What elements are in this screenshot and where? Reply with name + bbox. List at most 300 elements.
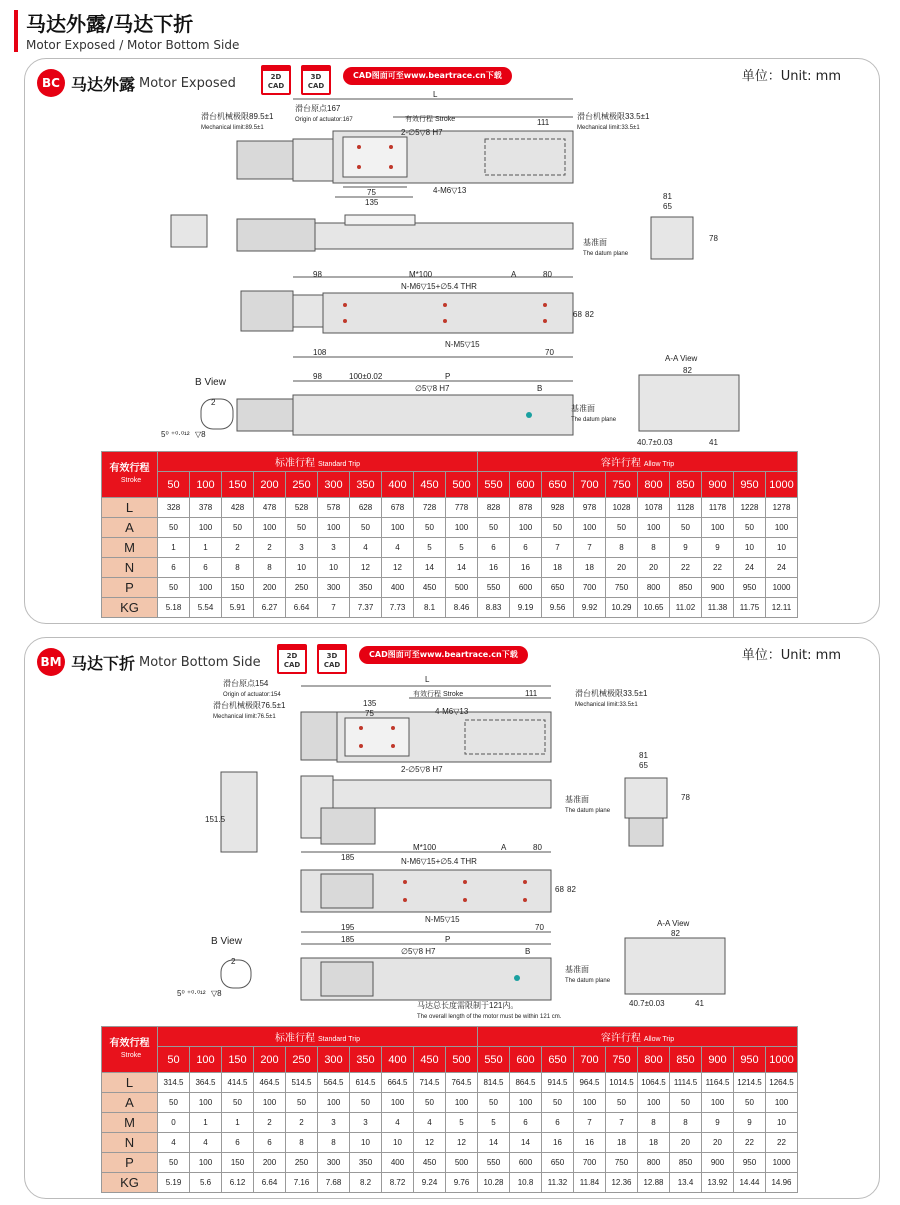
section-motor-exposed — [24, 58, 880, 624]
stroke-header-cell: 350 — [350, 472, 382, 498]
dim-82b: 82 — [683, 366, 692, 375]
table-row — [102, 1093, 798, 1113]
table-cell: 10.65 — [638, 598, 670, 618]
table-cell: 9 — [670, 538, 702, 558]
table-cell: 200 — [254, 578, 286, 598]
table-body — [102, 1073, 798, 1193]
table-cell: 1178 — [702, 498, 734, 518]
stroke-label: 有效行程 Stroke — [413, 691, 464, 698]
table-cell: 200 — [254, 1153, 286, 1173]
table-cell: 6.27 — [254, 598, 286, 618]
dim-80: 80 — [543, 270, 552, 279]
table-cell: 7.16 — [286, 1173, 318, 1193]
table-cell: 100 — [382, 1093, 414, 1113]
motor-bottom — [321, 874, 373, 908]
table-cell: 50 — [350, 1093, 382, 1113]
table-cell: 50 — [478, 1093, 510, 1113]
stroke-header-cell: 850 — [670, 1047, 702, 1073]
table-cell: 750 — [606, 1153, 638, 1173]
section-aa — [625, 938, 725, 994]
dim-185: 185 — [341, 853, 355, 862]
allow-cn: 容许行程 — [600, 1033, 641, 1044]
spec-table-motor-exposed — [101, 451, 798, 618]
stroke-header-cell: 850 — [670, 472, 702, 498]
table-cell: 8.2 — [350, 1173, 382, 1193]
table-cell: 8.1 — [414, 598, 446, 618]
table-cell: 50 — [158, 518, 190, 538]
table-cell: 16 — [542, 1133, 574, 1153]
table-cell: 364.5 — [190, 1073, 222, 1093]
stroke-header-cell: 800 — [638, 472, 670, 498]
hole-mark — [463, 898, 467, 902]
table-cell: 100 — [574, 1093, 606, 1113]
dim-82: 82 — [567, 885, 576, 894]
thr-label: N-M6▽15+∅5.4 THR — [401, 282, 477, 291]
table-cell: 22 — [766, 1133, 798, 1153]
table-cell: 10.8 — [510, 1173, 542, 1193]
table-cell: 500 — [446, 1153, 478, 1173]
std-en: Standard Trip — [317, 1036, 361, 1043]
spec-table-motor-bottom-side — [101, 1026, 798, 1193]
table-cell: 2 — [222, 538, 254, 558]
stroke-header-cell: 500 — [446, 472, 478, 498]
b-marker — [514, 975, 520, 981]
table-cell: 628 — [350, 498, 382, 518]
coupling-bottom — [293, 295, 323, 327]
table-row — [102, 1133, 798, 1153]
table-cell: 914.5 — [542, 1073, 574, 1093]
dim-111: 111 — [525, 689, 538, 698]
allow-cn: 容许行程 — [600, 458, 641, 469]
dim-82: 82 — [585, 310, 594, 319]
slot-detail — [221, 960, 251, 988]
table-cell: 22 — [734, 1133, 766, 1153]
datum-cn: 基准面 — [583, 238, 607, 247]
table-cell: 9.92 — [574, 598, 606, 618]
table-cell: 8 — [286, 1133, 318, 1153]
table-cell: 100 — [318, 518, 350, 538]
origin-en: Origin of actuator:167 — [295, 117, 353, 123]
dim-407: 40.7±0.03 — [629, 999, 665, 1008]
table-cell: 314.5 — [158, 1073, 190, 1093]
stroke-header-cell: 250 — [286, 1047, 318, 1073]
table-cell: 24 — [766, 558, 798, 578]
table-row — [102, 518, 798, 538]
table-cell: 1164.5 — [702, 1073, 734, 1093]
stroke-header-cell: 450 — [414, 1047, 446, 1073]
table-cell: 5.18 — [158, 598, 190, 618]
table-cell: 900 — [702, 1153, 734, 1173]
stroke-header-cell: 100 — [190, 1047, 222, 1073]
datum-cn: 基准面 — [565, 795, 589, 804]
stroke-header-cell: 800 — [638, 1047, 670, 1073]
dim-135: 135 — [363, 699, 377, 708]
stroke-header-cell: 50 — [158, 472, 190, 498]
row-label: N — [102, 558, 158, 578]
table-cell: 4 — [382, 538, 414, 558]
table-cell: 6 — [222, 1133, 254, 1153]
slide-table — [345, 718, 409, 756]
coupling-block — [293, 139, 333, 181]
motor-side — [237, 219, 315, 251]
stroke-header-cell: 900 — [702, 472, 734, 498]
mech-right-cn: 滑台机械极限33.5±1 — [575, 689, 648, 698]
table-cell: 50 — [286, 1093, 318, 1113]
hole-mark — [463, 880, 467, 884]
table-cell: 10 — [766, 538, 798, 558]
table-cell: 150 — [222, 1153, 254, 1173]
hole-mark — [443, 303, 447, 307]
table-corner — [102, 452, 158, 498]
table-cell: 664.5 — [382, 1073, 414, 1093]
table-cell: 1214.5 — [734, 1073, 766, 1093]
origin-cn: 滑台原点154 — [223, 679, 269, 688]
stroke-header-cell: 400 — [382, 472, 414, 498]
stroke-header-cell: 400 — [382, 1047, 414, 1073]
table-cell: 50 — [606, 518, 638, 538]
dim-70: 70 — [535, 923, 544, 932]
table-cell: 250 — [286, 1153, 318, 1173]
table-cell: 478 — [254, 498, 286, 518]
table-cell: 300 — [318, 578, 350, 598]
datum2-en: The datum plane — [571, 417, 617, 423]
stroke-header-cell: 450 — [414, 472, 446, 498]
origin-en: Origin of actuator:154 — [223, 692, 281, 698]
table-cell: 10 — [734, 538, 766, 558]
stroke-header-cell: 550 — [478, 472, 510, 498]
table-cell: 12 — [414, 1133, 446, 1153]
table-cell: 9.76 — [446, 1173, 478, 1193]
table-cell: 578 — [318, 498, 350, 518]
table-row — [102, 598, 798, 618]
table-cell: 8.83 — [478, 598, 510, 618]
table-cell: 8 — [606, 538, 638, 558]
page-title: 马达外露/马达下折 — [26, 12, 194, 36]
table-cell: 814.5 — [478, 1073, 510, 1093]
table-cell: 8 — [254, 558, 286, 578]
table-cell: 100 — [254, 1093, 286, 1113]
table-cell: 50 — [734, 1093, 766, 1113]
cad-3d-label: 3D — [310, 73, 322, 81]
stroke-label: 有效行程 Stroke — [405, 116, 456, 123]
table-cell: 10 — [286, 558, 318, 578]
table-cell: 7 — [606, 1113, 638, 1133]
table-cell: 10 — [318, 558, 350, 578]
stroke-header-cell: 150 — [222, 1047, 254, 1073]
row-label: N — [102, 1133, 158, 1153]
allow-trip-header — [478, 452, 798, 472]
table-cell: 400 — [382, 1153, 414, 1173]
m6-label: 4-M6▽13 — [435, 707, 469, 716]
table-cell: 878 — [510, 498, 542, 518]
dim-100: 100±0.02 — [349, 372, 383, 381]
table-row — [102, 558, 798, 578]
actuator-side-body — [315, 223, 573, 249]
cad-download-link[interactable]: CAD图面可至www.beartrace.cn下载 — [359, 646, 528, 664]
table-cell: 6 — [510, 1113, 542, 1133]
motor-top — [301, 712, 337, 760]
table-cell: 1278 — [766, 498, 798, 518]
dim-407: 40.7±0.03 — [637, 438, 673, 447]
row-label: P — [102, 1153, 158, 1173]
hole-mark — [543, 303, 547, 307]
mech-right-en: Mechanical limit:33.5±1 — [575, 702, 638, 708]
std-en: Standard Trip — [317, 461, 361, 468]
hole-mark — [543, 319, 547, 323]
stroke-header-cell: 1000 — [766, 472, 798, 498]
std-trip-header — [158, 1027, 478, 1047]
dim-78: 78 — [709, 234, 718, 243]
unit-label: 单位：Unit: mm — [741, 69, 841, 84]
table-cell: 900 — [702, 578, 734, 598]
table-cell: 10.29 — [606, 598, 638, 618]
table-cell: 1028 — [606, 498, 638, 518]
dim-p: P — [445, 372, 451, 381]
stroke-header-cell: 900 — [702, 1047, 734, 1073]
table-cell: 12 — [446, 1133, 478, 1153]
stroke-header-cell: 300 — [318, 1047, 350, 1073]
table-cell: 24 — [734, 558, 766, 578]
hole-mark — [523, 880, 527, 884]
table-cell: 300 — [318, 1153, 350, 1173]
cad-2d-sub: CAD — [283, 661, 301, 669]
stroke-header-cell: 750 — [606, 1047, 638, 1073]
table-cell: 50 — [606, 1093, 638, 1113]
table-cell: 9 — [734, 1113, 766, 1133]
mech-right-en: Mechanical limit:33.5±1 — [577, 125, 640, 131]
m6-label: 4-M6▽13 — [433, 186, 467, 195]
table-cell: 650 — [542, 1153, 574, 1173]
b-label: B — [537, 384, 543, 393]
hole-mark — [343, 303, 347, 307]
table-cell: 100 — [766, 518, 798, 538]
table-cell: 350 — [350, 1153, 382, 1173]
table-cell: 6 — [158, 558, 190, 578]
table-cell: 564.5 — [318, 1073, 350, 1093]
table-cell: 8.72 — [382, 1173, 414, 1193]
stroke-header-cell: 650 — [542, 1047, 574, 1073]
mech-left-cn: 滑台机械极限89.5±1 — [201, 112, 274, 121]
table-cell: 50 — [350, 518, 382, 538]
table-cell: 714.5 — [414, 1073, 446, 1093]
row-label: KG — [102, 1173, 158, 1193]
table-cell: 22 — [702, 558, 734, 578]
table-cell: 7 — [318, 598, 350, 618]
table-cell: 4 — [190, 1133, 222, 1153]
table-cell: 50 — [158, 1093, 190, 1113]
table-cell: 10 — [350, 1133, 382, 1153]
table-cell: 1000 — [766, 578, 798, 598]
dim-2: 2 — [231, 957, 236, 966]
allow-en: Allow Trip — [643, 461, 675, 468]
cad-3d-sub: CAD — [323, 661, 341, 669]
table-cell: 14 — [478, 1133, 510, 1153]
table-row — [102, 1073, 798, 1093]
table-cell: 12 — [350, 558, 382, 578]
table-cell: 600 — [510, 578, 542, 598]
table-cell: 3 — [350, 1113, 382, 1133]
corner-cn: 有效行程 — [109, 462, 150, 474]
stroke-header-cell: 650 — [542, 472, 574, 498]
table-cell: 100 — [254, 518, 286, 538]
table-cell: 50 — [414, 518, 446, 538]
table-cell: 800 — [638, 578, 670, 598]
dim-1515: 151.5 — [205, 815, 226, 824]
dim-m100: M*100 — [409, 270, 433, 279]
table-cell: 800 — [638, 1153, 670, 1173]
origin-cn: 滑台原点167 — [295, 104, 341, 113]
dim-41: 41 — [709, 438, 718, 447]
table-row — [102, 1153, 798, 1173]
row-label: KG — [102, 598, 158, 618]
table-cell: 50 — [734, 518, 766, 538]
table-cell: 12.11 — [766, 598, 798, 618]
drawing-motor-bottom-side — [25, 638, 880, 1028]
table-cell: 14 — [414, 558, 446, 578]
datum2-cn: 基准面 — [571, 404, 595, 413]
table-cell: 100 — [574, 518, 606, 538]
table-cell: 11.75 — [734, 598, 766, 618]
table-cell: 750 — [606, 578, 638, 598]
table-cell: 3 — [318, 1113, 350, 1133]
table-cell: 8 — [638, 1113, 670, 1133]
hole-mark — [403, 898, 407, 902]
row-label: P — [102, 578, 158, 598]
table-cell: 50 — [222, 518, 254, 538]
table-cell: 5.54 — [190, 598, 222, 618]
row-label: L — [102, 498, 158, 518]
table-cell: 8 — [670, 1113, 702, 1133]
motor-bview — [321, 962, 373, 996]
stroke-header-cell: 700 — [574, 472, 606, 498]
hole-mark — [389, 145, 393, 149]
table-cell: 8.46 — [446, 598, 478, 618]
table-cell: 100 — [382, 518, 414, 538]
table-cell: 350 — [350, 578, 382, 598]
table-cell: 7 — [574, 538, 606, 558]
m5-label: N-M5▽15 — [445, 340, 480, 349]
table-cell: 50 — [670, 518, 702, 538]
stroke-header-cell: 950 — [734, 1047, 766, 1073]
table-cell: 700 — [574, 1153, 606, 1173]
table-cell: 5 — [446, 1113, 478, 1133]
hole-mark — [391, 726, 395, 730]
table-cell: 14 — [510, 1133, 542, 1153]
table-cell: 14 — [446, 558, 478, 578]
table-cell: 5.6 — [190, 1173, 222, 1193]
table-cell: 614.5 — [350, 1073, 382, 1093]
dim-98b: 98 — [313, 372, 322, 381]
stroke-header-cell: 200 — [254, 1047, 286, 1073]
stroke-header-cell: 250 — [286, 472, 318, 498]
stroke-header-cell: 150 — [222, 472, 254, 498]
table-cell: 400 — [382, 578, 414, 598]
table-cell: 764.5 — [446, 1073, 478, 1093]
std-cn: 标准行程 — [274, 1033, 315, 1044]
table-cell: 4 — [382, 1113, 414, 1133]
table-cell: 100 — [318, 1093, 350, 1113]
table-body — [102, 498, 798, 618]
page-subtitle: Motor Exposed / Motor Bottom Side — [26, 38, 240, 52]
table-cell: 14.96 — [766, 1173, 798, 1193]
table-cell: 50 — [286, 518, 318, 538]
stroke-header-cell: 600 — [510, 1047, 542, 1073]
dim-L: L — [433, 90, 438, 99]
stroke-header-cell: 50 — [158, 1047, 190, 1073]
table-cell: 928 — [542, 498, 574, 518]
actuator-side-body — [333, 780, 551, 808]
dim-81: 81 — [639, 751, 648, 760]
table-cell: 0 — [158, 1113, 190, 1133]
table-cell: 100 — [446, 518, 478, 538]
hole-mark — [389, 165, 393, 169]
cad-2d-label: 2D — [270, 73, 282, 81]
table-cell: 450 — [414, 578, 446, 598]
dim-75: 75 — [365, 709, 374, 718]
table-cell: 500 — [446, 578, 478, 598]
table-cell: 50 — [670, 1093, 702, 1113]
table-cell: 5.19 — [158, 1173, 190, 1193]
table-cell: 600 — [510, 1153, 542, 1173]
dim-135: 135 — [365, 198, 379, 207]
table-cell: 16 — [478, 558, 510, 578]
dim-195: 195 — [341, 923, 355, 932]
table-cell: 7.68 — [318, 1173, 350, 1193]
mech-left-en: Mechanical limit:89.5±1 — [201, 125, 264, 131]
table-cell: 1 — [190, 1113, 222, 1133]
motor-bview — [237, 399, 293, 431]
hole-mark — [443, 319, 447, 323]
section-code-badge: BM — [37, 648, 65, 676]
datum2-en: The datum plane — [565, 978, 611, 984]
dim-68: 68 — [573, 310, 582, 319]
table-cell: 20 — [702, 1133, 734, 1153]
section-title-cn: 马达下折 — [71, 653, 136, 673]
aa-label: A-A View — [657, 919, 690, 928]
dim-41: 41 — [695, 999, 704, 1008]
hole-mark — [357, 165, 361, 169]
table-cell: 13.92 — [702, 1173, 734, 1193]
table-cell: 850 — [670, 578, 702, 598]
hole-mark — [357, 145, 361, 149]
table-cell: 100 — [702, 1093, 734, 1113]
cad-download-link[interactable]: CAD图面可至www.beartrace.cn下载 — [343, 67, 512, 85]
table-cell: 13.4 — [670, 1173, 702, 1193]
dim-68: 68 — [555, 885, 564, 894]
dim-8: ▽8 — [211, 989, 222, 998]
cad-3d-label: 3D — [326, 652, 338, 660]
section-motor-bottom-side — [24, 637, 880, 1199]
table-cell: 1078 — [638, 498, 670, 518]
table-cell: 100 — [510, 518, 542, 538]
table-cell: 650 — [542, 578, 574, 598]
b-label: B — [525, 947, 531, 956]
table-cell: 11.38 — [702, 598, 734, 618]
drawing-motor-exposed — [25, 59, 880, 449]
tol-label: 5⁰ ⁺⁰·⁰¹² — [161, 430, 190, 439]
table-row — [102, 1173, 798, 1193]
table-corner — [102, 1027, 158, 1073]
stroke-header-cell: 600 — [510, 472, 542, 498]
end-view-right — [625, 778, 667, 818]
table-cell: 100 — [190, 518, 222, 538]
table-cell: 250 — [286, 578, 318, 598]
table-cell: 9.24 — [414, 1173, 446, 1193]
table-cell: 1264.5 — [766, 1073, 798, 1093]
stroke-header-cell: 750 — [606, 472, 638, 498]
table-cell: 7 — [574, 1113, 606, 1133]
table-cell: 6.64 — [254, 1173, 286, 1193]
